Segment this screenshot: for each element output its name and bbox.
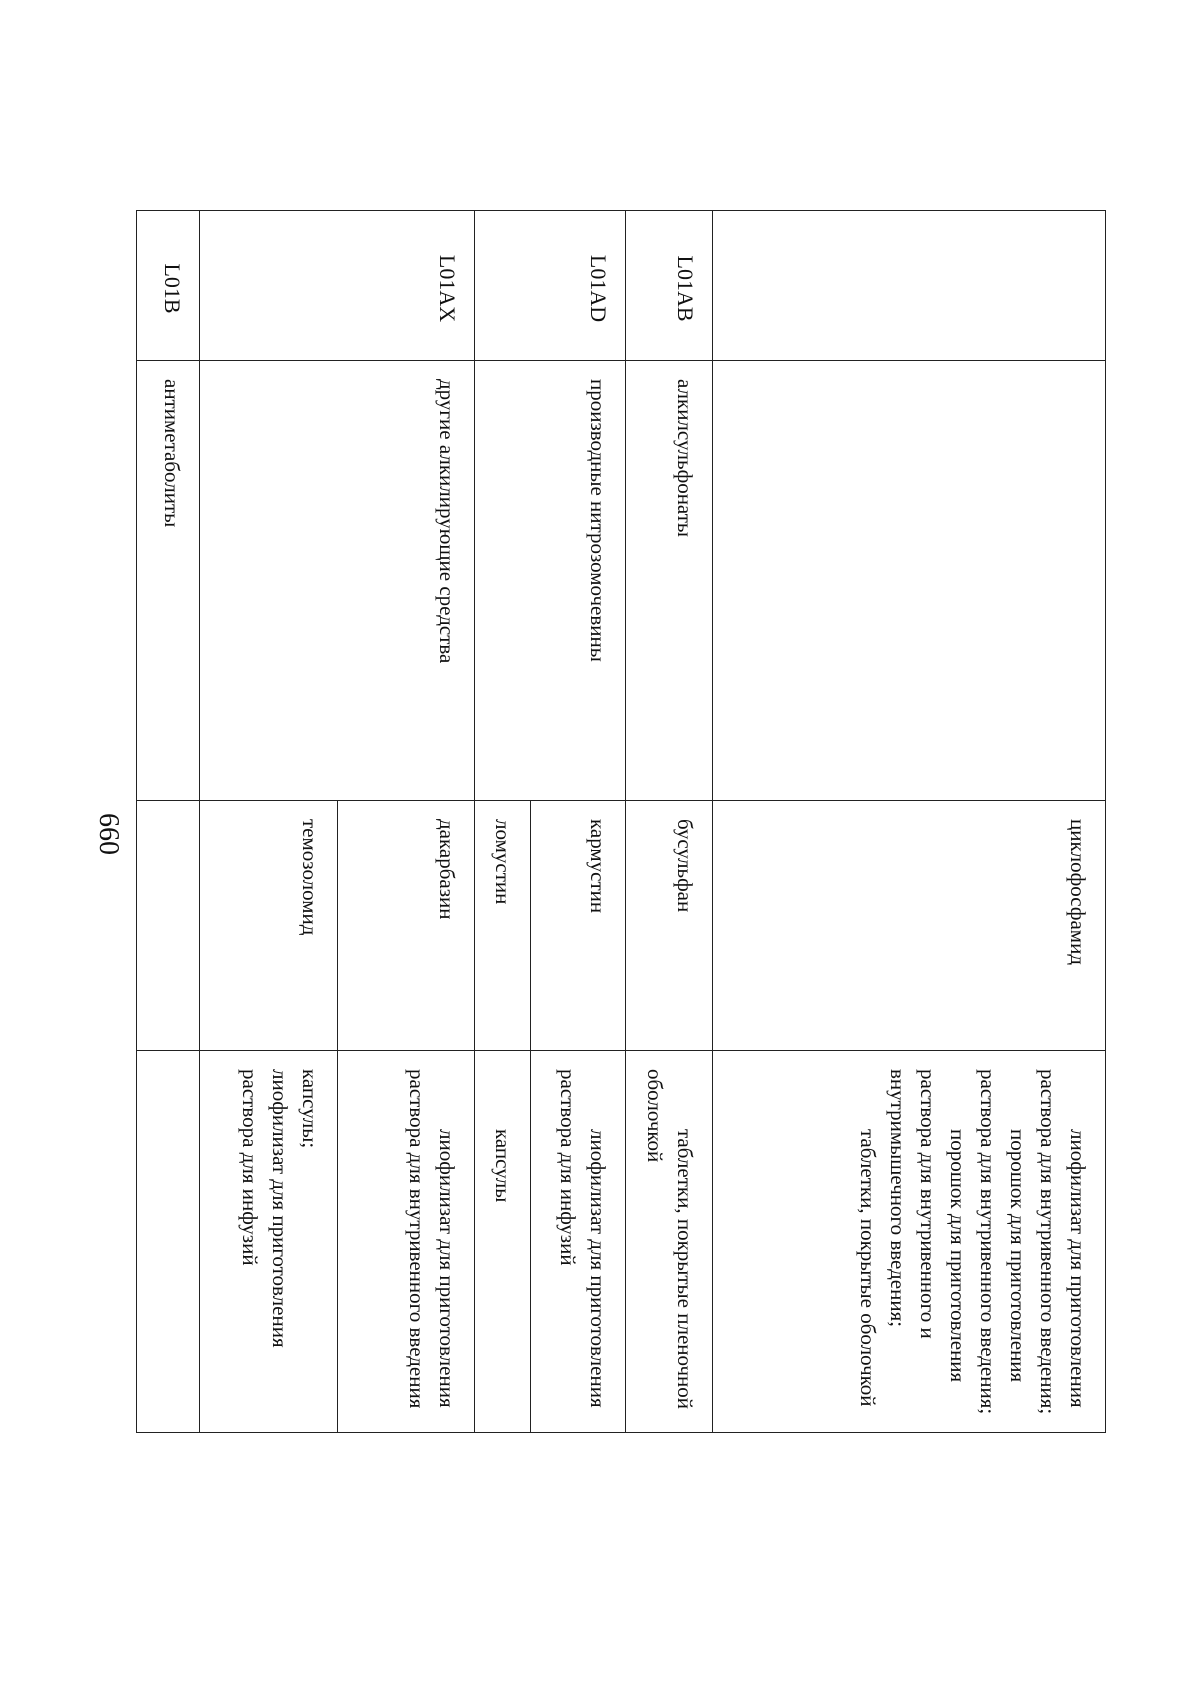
atc-code-cell [713,211,1106,361]
page-number: 660 [93,813,124,855]
table-row [530,211,625,1433]
drug-cell: кармустин [530,801,625,1051]
form-line: капсулы [490,1129,515,1203]
form-line: лиофилизат для приготовления раствора для внутривенного введения; [1036,1069,1090,1415]
rotated-table-sheet [136,210,1106,1432]
group-cell: производные нитрозомочевины [474,361,625,801]
form-line: порошок для приготовления раствора для внутривенного введения; [976,1069,1030,1415]
forms-cell [713,1051,1106,1433]
drug-cell [137,801,200,1051]
table-row [713,211,1106,1433]
form-line: лиофилизат для приготовления раствора для внутривенного введения [404,1069,459,1409]
group-cell: другие алкилирующие средства [200,361,474,801]
drug-cell: ломустин [474,801,530,1051]
drug-table [136,210,1106,1433]
drug-cell: бусульфан [625,801,713,1051]
drug-cell: циклофосфамид [713,801,1106,1051]
drug-cell: темозоломид [200,801,337,1051]
forms-cell [625,1051,713,1433]
atc-code-cell: L01AX [200,211,474,361]
forms-cell [137,1051,200,1433]
form-line: порошок для приготовления раствора для внутривенного и внутримышечного введения; [886,1069,970,1383]
forms-cell [474,1051,530,1433]
form-line: таблетки, покрытые оболочкой [856,1129,880,1407]
form-line: лиофилизат для приготовления раствора для инфузий [237,1069,292,1348]
group-cell: антиметаболиты [137,361,200,801]
table-row [337,211,474,1433]
atc-code-cell: L01AD [474,211,625,361]
atc-code-cell: L01AB [625,211,713,361]
form-line: капсулы; [297,1069,322,1149]
forms-cell [530,1051,625,1433]
group-cell [713,361,1106,801]
forms-cell [200,1051,337,1433]
form-line: лиофилизат для приготовления раствора для инфузий [555,1069,610,1408]
forms-cell [337,1051,474,1433]
group-cell: алкилсульфонаты [625,361,713,801]
atc-code-cell: L01B [137,211,200,361]
table-row [137,211,200,1433]
form-line: таблетки, покрытые пленочной оболочкой [643,1069,698,1410]
table-row [625,211,713,1433]
drug-cell: дакарбазин [337,801,474,1051]
